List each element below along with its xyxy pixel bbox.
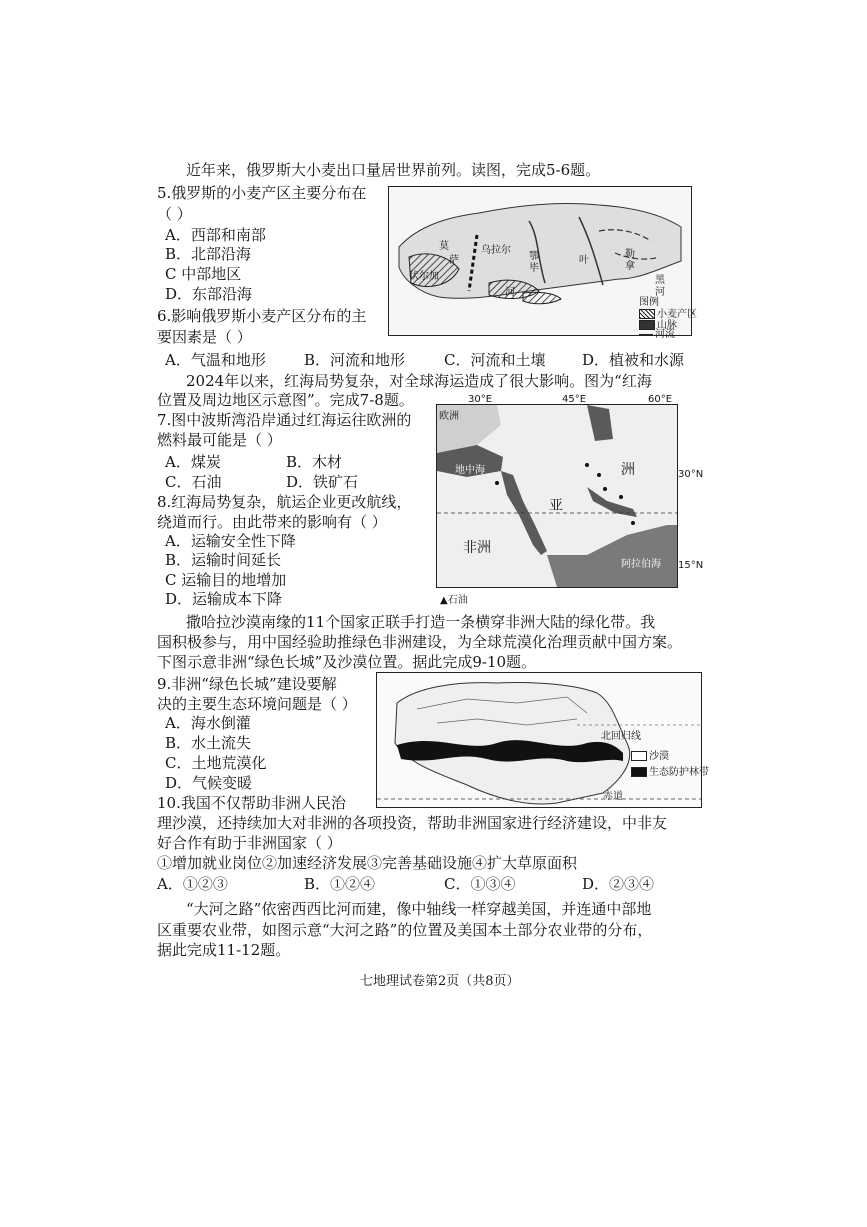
q10-option-a: A．①②③ (157, 875, 228, 893)
map3-legend-desert: 沙漠 (631, 747, 669, 762)
map1-label-bi: 毕 (529, 263, 539, 274)
map3-legend-forest-belt: 生态防护林带 (631, 763, 709, 778)
q8-option-d: D．运输成本下降 (165, 590, 283, 608)
q5-stem: 5.俄罗斯的小麦产区主要分布在 (157, 184, 367, 202)
q5-paren: （ ） (157, 205, 192, 223)
map2-legend-oil: ▲石油 (440, 595, 468, 606)
intro-7-8-line1: 2024年以来，红海局势复杂，对全球海运造成了很大影响。图为“红海 (186, 372, 652, 390)
intro-7-8-line2: 位置及周边地区示意图”。完成7-8题。 (157, 391, 414, 409)
q10-option-b: B．①②④ (304, 875, 376, 893)
q10-stem-line1: 10.我国不仅帮助非洲人民治 (157, 794, 346, 812)
map2-label-ya: 亚 (549, 498, 563, 514)
map2-label-europe: 欧洲 (439, 411, 459, 422)
q6-stem-line2: 要因素是（ ） (157, 328, 252, 346)
q9-option-b: B．水土流失 (165, 734, 252, 752)
map1-label-ural: 乌拉尔 (481, 245, 511, 256)
q10-stem-line3: 好合作有助于非洲国家（ ） (157, 834, 342, 852)
q5-option-b: B．北部沿海 (165, 245, 252, 263)
q5-option-a: A．西部和南部 (165, 226, 266, 244)
map1-legend-title: 图例 (639, 297, 659, 308)
q9-stem-line1: 9.非洲“绿色长城”建设要解 (157, 675, 337, 693)
q8-option-c: C 运输目的地增加 (165, 571, 287, 589)
map1-label-le: 勒 (625, 249, 635, 260)
map2-label-africa: 非洲 (463, 540, 491, 556)
q7-option-b: B．木材 (286, 453, 343, 471)
q6-stem-line1: 6.影响俄罗斯小麦产区分布的主 (157, 307, 367, 325)
q7-stem-line1: 7.图中波斯湾沿岸通过红海运往欧洲的 (157, 411, 412, 429)
q10-choices: ①增加就业岗位②加速经济发展③完善基础设施④扩大草原面积 (157, 854, 578, 872)
map1-legend-mountain: 山脉 (639, 316, 677, 331)
intro-5-6: 近年来，俄罗斯大小麦出口量居世界前列。读图，完成5-6题。 (186, 161, 601, 179)
q10-option-d: D．②③④ (582, 875, 655, 893)
map3-label-tropic: 北回归线 (601, 731, 641, 742)
map1-legend-wheat: 小麦产区 (639, 305, 697, 320)
page-footer: 七地理试卷第2页（共8页） (360, 974, 520, 989)
q7-option-d: D．铁矿石 (286, 473, 359, 491)
q9-option-a: A．海水倒灌 (165, 714, 251, 732)
intro-11-12-line3: 据此完成11-12题。 (157, 941, 291, 959)
russia-wheat-map (388, 186, 697, 340)
map1-label-mo: 莫 (439, 241, 449, 252)
q5-option-c: C 中部地区 (165, 265, 242, 283)
map1-label-na: 拿 (625, 261, 635, 272)
map2-lon-60e: 60°E (648, 394, 673, 405)
q8-stem-line2: 绕道而行。由此带来的影响有（ ） (157, 513, 387, 531)
q8-option-a: A．运输安全性下降 (165, 532, 296, 550)
intro-9-10-line1: 撒哈拉沙漠南缘的11个国家正联手打造一条横穿非洲大陆的绿化带。我 (186, 613, 656, 631)
map2-label-mediterranean: 地中海 (455, 465, 485, 476)
map2-lat-30n: 30°N (678, 469, 704, 480)
map2-lon-30e: 30°E (468, 394, 493, 405)
africa-green-wall-map (376, 672, 709, 808)
map1-label-volga: 伏尔加 (409, 271, 439, 282)
map2-label-arabian-sea: 阿拉伯海 (621, 559, 661, 570)
q5-option-d: D．东部沿海 (165, 285, 253, 303)
q8-stem-line1: 8.红海局势复杂，航运企业更改航线， (157, 493, 412, 511)
q6-option-c: C．河流和土壤 (444, 351, 546, 369)
q6-option-b: B．河流和地形 (304, 351, 406, 369)
map1-label-he: 河 (505, 287, 515, 298)
q7-option-c: C．石油 (165, 473, 222, 491)
map2-lon-45e: 45°E (562, 394, 587, 405)
map3-label-equator: 赤道 (603, 791, 623, 802)
q7-option-a: A．煤炭 (165, 453, 221, 471)
map1-legend-river: 河流 (639, 325, 675, 340)
intro-11-12-line2: 区重要农业带，如图示意“大河之路”的位置及美国本土部分农业带的分布， (157, 921, 653, 939)
q8-option-b: B．运输时间延长 (165, 551, 282, 569)
intro-11-12-line1: “大河之路”依密西西比河而建，像中轴线一样穿越美国，并连通中部地 (186, 900, 652, 918)
q9-stem-line2: 决的主要生态环境问题是（ ） (157, 695, 357, 713)
q10-option-c: C．①③④ (444, 875, 516, 893)
q10-stem-line2: 理沙漠，还持续加大对非洲的各项投资，帮助非洲国家进行经济建设，中非友 (157, 814, 668, 832)
africa-map-graphic (377, 673, 701, 807)
q6-option-a: A．气温和地形 (165, 351, 266, 369)
intro-9-10-line2: 国积极参与，用中国经验助推绿色非洲建设，为全球荒漠化治理贡献中国方案。 (157, 633, 683, 651)
red-sea-map (436, 404, 678, 588)
map1-label-e: 鄂 (529, 251, 539, 262)
map2-label-zhou: 洲 (621, 462, 635, 478)
map1-label-hei: 黑 (655, 275, 665, 286)
q6-option-d: D．植被和水源 (582, 351, 685, 369)
q7-stem-line2: 燃料最可能是（ ） (157, 431, 282, 449)
oil-well-icon: ▲ (440, 595, 448, 606)
map1-label-ye: 叶 (579, 255, 589, 266)
intro-9-10-line3: 下图示意非洲“绿色长城”及沙漠位置。据此完成9-10题。 (157, 653, 537, 671)
map2-lat-15n: 15°N (678, 560, 704, 571)
q9-option-c: C．土地荒漠化 (165, 754, 267, 772)
q9-option-d: D．气候变暖 (165, 774, 253, 792)
map1-label-he2: 河 (655, 287, 665, 298)
map1-label-sa: 萨 (449, 255, 459, 266)
